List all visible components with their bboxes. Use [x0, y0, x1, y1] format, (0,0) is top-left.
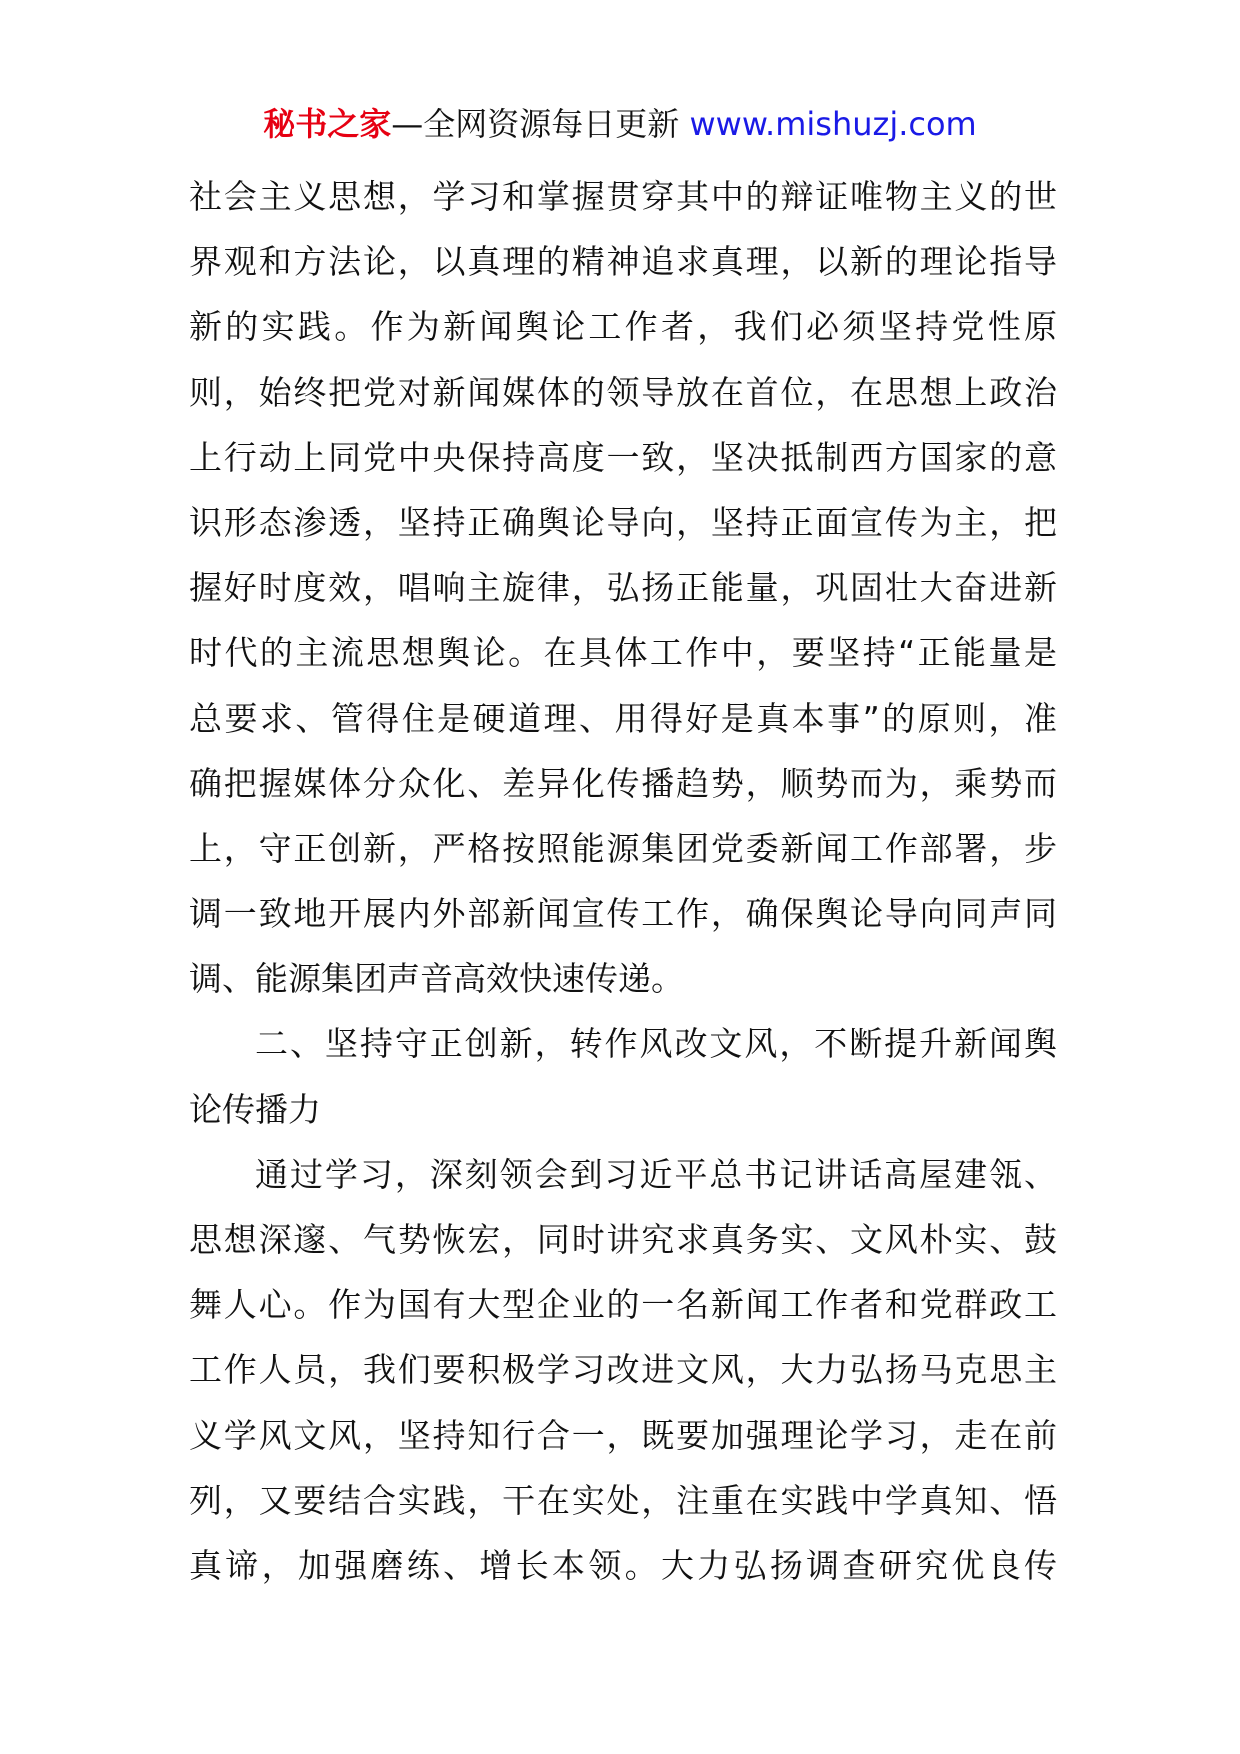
text-line: 则，始终把党对新闻媒体的领导放在首位，在思想上政治	[189, 372, 1057, 412]
text-line: 舞人心。作为国有大型企业的一名新闻工作者和党群政工	[189, 1285, 1057, 1325]
paragraph-first-line: 通过学习，深刻领会到习近平总书记讲话高屋建瓴、	[255, 1154, 1057, 1194]
website-link[interactable]: www.mishuzj.com	[689, 105, 977, 143]
text-line: 新的实践。作为新闻舆论工作者，我们必须坚持党性原	[189, 307, 1057, 347]
text-line: 义学风文风，坚持知行合一，既要加强理论学习，走在前	[189, 1415, 1057, 1455]
paragraph-end-line: 调、能源集团声音高效快速传递。	[189, 959, 684, 999]
text-line: 时代的主流思想舆论。在具体工作中，要坚持“正能量是	[189, 633, 1057, 673]
section-heading-end-line: 论传播力	[189, 1089, 321, 1129]
text-line: 调一致地开展内外部新闻宣传工作，确保舆论导向同声同	[189, 894, 1057, 934]
text-line: 列，又要结合实践，干在实处，注重在实践中学真知、悟	[189, 1480, 1057, 1520]
text-line: 上，守正创新，严格按照能源集团党委新闻工作部署，步	[189, 828, 1057, 868]
text-line: 总要求、管得住是硬道理、用得好是真本事”的原则，准	[189, 698, 1057, 738]
text-line: 思想深邃、气势恢宏，同时讲究求真务实、文风朴实、鼓	[189, 1220, 1057, 1259]
text-line: 确把握媒体分众化、差异化传播趋势，顺势而为，乘势而	[189, 763, 1057, 803]
article-body	[189, 164, 1057, 1598]
text-line: 社会主义思想，学习和掌握贯穿其中的辩证唯物主义的世	[189, 177, 1057, 216]
text-line: 工作人员，我们要积极学习改进文风，大力弘扬马克思主	[189, 1350, 1057, 1390]
brand-name: 秘书之家	[263, 105, 392, 143]
text-line: 识形态渗透，坚持正确舆论导向，坚持正面宣传为主，把	[189, 502, 1057, 542]
text-line: 上行动上同党中央保持高度一致，坚决抵制西方国家的意	[189, 437, 1057, 477]
text-line: 握好时度效，唱响主旋律，弘扬正能量，巩固壮大奋进新	[189, 568, 1057, 608]
section-heading-line: 二、坚持守正创新，转作风改文风，不断提升新闻舆	[255, 1024, 1057, 1064]
header-tagline: —全网资源每日更新	[391, 105, 690, 143]
text-line: 真谛，加强磨练、增长本领。大力弘扬调查研究优良传	[189, 1545, 1057, 1585]
text-line: 界观和方法论，以真理的精神追求真理，以新的理论指导	[189, 242, 1057, 282]
page-header	[0, 100, 1240, 148]
